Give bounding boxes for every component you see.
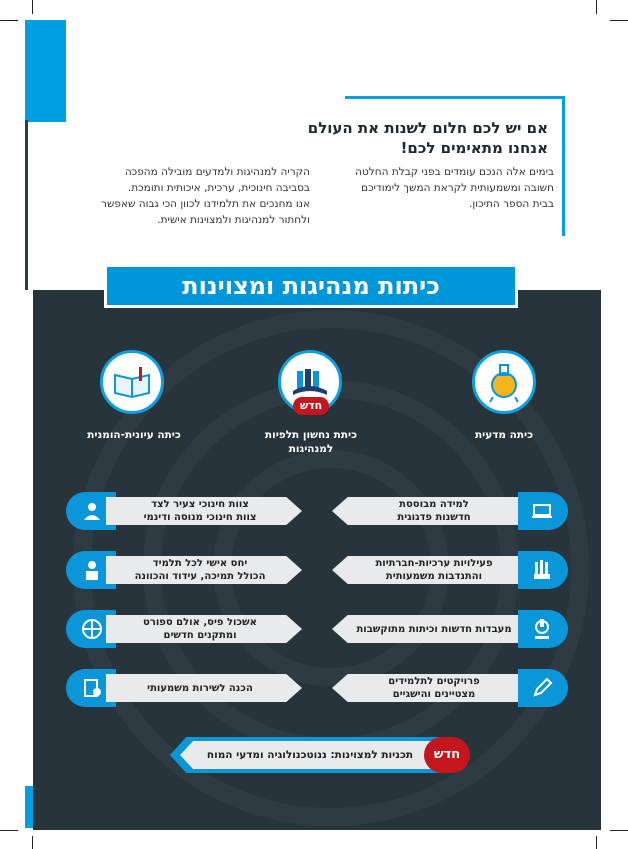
laptop-icon	[530, 499, 554, 523]
program-text	[190, 741, 430, 769]
feature-pill	[66, 492, 302, 530]
crop-mark	[596, 0, 597, 14]
pill-text	[110, 556, 290, 584]
feature-pill	[66, 669, 302, 707]
feature-pill	[324, 492, 560, 530]
class-label-text: למנהיגות	[288, 443, 334, 455]
program-bar	[170, 737, 470, 773]
pill-line: אשכול פיס, אולם ספורט	[143, 617, 257, 628]
left-divider	[25, 120, 28, 290]
program-text-label: תכניות למצוינות: ננוטכנולוגיה ומדעי המוח	[206, 749, 414, 761]
microscope-icon	[530, 617, 554, 641]
intro-left-line: הקריה למנהיגות ולמדעים מובילה מהפכה	[124, 166, 310, 178]
pill-text	[344, 497, 524, 525]
intro-left-line: אנו מחנכים את תלמידנו לכוון הכי גבוה שאפשר	[101, 198, 310, 210]
pill-text	[344, 615, 524, 643]
headline-line1: אם יש לכם חלום לשנות את העולם	[307, 119, 548, 137]
feature-pill	[66, 551, 302, 589]
open-book-icon	[100, 350, 164, 414]
frame-top-line	[345, 96, 565, 99]
pill-line: צוות חינוכי צעיר לצד	[151, 499, 249, 510]
intro-right-paragraph	[324, 164, 554, 212]
intro-right-line: בימים אלה הנכם עומדים בפני קבלת החלטה	[355, 166, 554, 178]
class-label-science	[460, 428, 548, 442]
pill-line: מעבדות חדשות וכיתות מתוקשבות	[356, 623, 512, 635]
pill-line: ומתקנים חדשים	[163, 630, 237, 641]
crop-mark	[32, 836, 33, 849]
intro-left-line: בסביבה חינוכית, ערכית, איכותית ותומכת.	[127, 182, 310, 194]
section-banner	[104, 264, 518, 308]
pill-text	[110, 674, 290, 702]
pill-text	[344, 556, 524, 584]
pill-text	[110, 615, 290, 643]
class-label-leadership	[250, 428, 372, 456]
banner-title: כיתות מנהיגות ומצוינות	[182, 272, 440, 300]
class-label-text: כיתת נחשון תלפיות	[264, 429, 358, 441]
frame-right-line	[562, 96, 565, 236]
pencil-icon	[530, 676, 554, 700]
pill-text	[110, 497, 290, 525]
flask-icon	[472, 350, 536, 414]
pill-line: למידה מבוססת	[399, 499, 469, 510]
intro-right-line: בבית הספר התיכון.	[469, 198, 554, 210]
intro-left-paragraph	[70, 164, 310, 228]
team-icon	[80, 499, 104, 523]
headline	[248, 118, 548, 158]
crop-mark	[0, 830, 18, 831]
person-icon	[80, 558, 104, 582]
class-label-humanities	[72, 428, 196, 442]
pill-line: הכולל תמיכה, עידוד והכוונה	[134, 571, 266, 582]
intro-right-line: חשובה ומשמעותית לקראת המשך לימודיכם	[361, 182, 554, 194]
crop-mark	[610, 830, 628, 831]
crop-mark	[0, 20, 18, 21]
crop-mark	[610, 20, 628, 21]
blue-corner-tab	[25, 20, 66, 122]
pill-text	[344, 674, 524, 702]
basketball-icon	[80, 617, 104, 641]
headline-line2: אנחנו מתאימים לכם!	[400, 139, 548, 157]
new-badge	[424, 737, 470, 773]
new-badge-label: חדש	[299, 399, 323, 412]
class-label-text: כיתה עיונית-הומנית	[87, 429, 181, 441]
hands-icon	[530, 558, 554, 582]
crop-mark	[32, 0, 33, 14]
feature-pill	[324, 551, 560, 589]
blue-corner-tab-small	[25, 786, 33, 828]
pill-line: צוות חינוכי מנוסה ודינמי	[143, 512, 257, 523]
class-label-text: כיתה מדעית	[474, 429, 534, 441]
new-badge	[293, 397, 329, 415]
pill-line: הכנה לשירות משמעותי	[147, 682, 253, 694]
new-badge-label: חדש	[433, 747, 461, 762]
feature-pill	[324, 610, 560, 648]
feature-pill	[324, 669, 560, 707]
pill-line: יחס אישי לכל תלמיד	[152, 558, 248, 569]
feature-pill	[66, 610, 302, 648]
pill-line: חדשנות פדגוגית	[397, 512, 471, 523]
badge-icon	[80, 676, 104, 700]
pill-line: פרויקטים לתלמידים	[388, 676, 480, 687]
pill-line: והתנדבות משמעותית	[385, 571, 483, 582]
crop-mark	[596, 836, 597, 849]
pill-line: פעילויות ערכיות-חברתיות	[375, 558, 493, 569]
pill-line: מצטיינים והישגיים	[392, 689, 476, 700]
intro-left-line: ולחתור למנהיגות ולמצוינות אישית.	[157, 214, 310, 226]
